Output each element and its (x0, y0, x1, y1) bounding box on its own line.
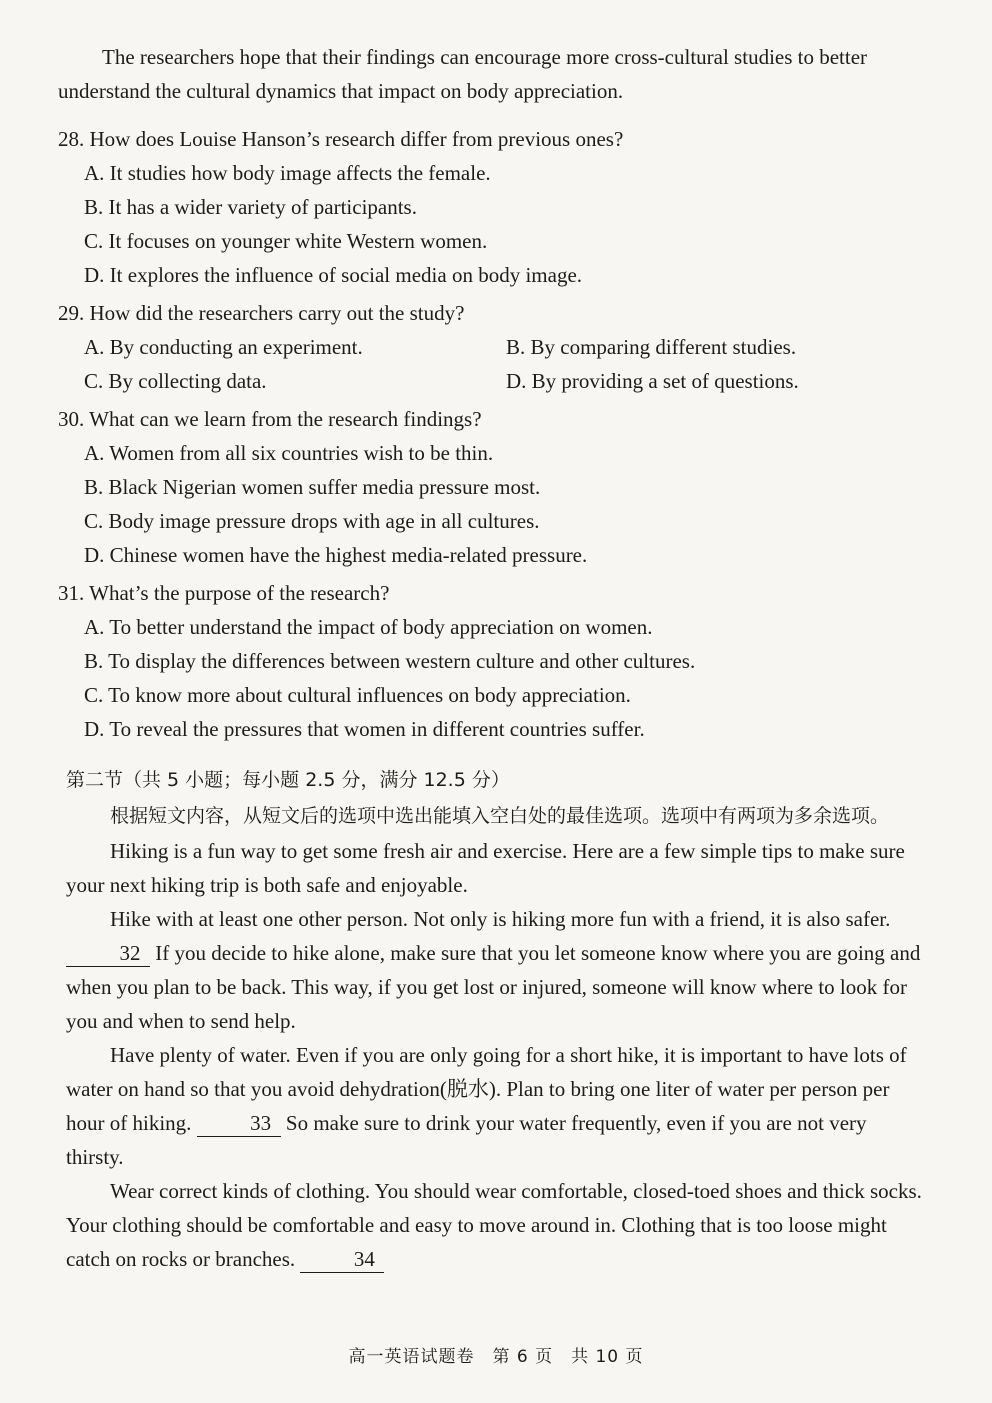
option-a: A. By conducting an experiment. (84, 335, 363, 359)
option-a: A. It studies how body image affects the female. (84, 161, 491, 185)
question-stem: 30. What can we learn from the research findings? (58, 407, 482, 431)
passage-paragraph-2 (58, 902, 928, 1038)
option-c: C. Body image pressure drops with age in all cultures. (84, 509, 540, 533)
option-b: B. By comparing different studies. (506, 335, 797, 359)
option-b: B. Black Nigerian women suffer media pressure most. (84, 475, 541, 499)
option-b: B. To display the differences between western culture and other cultures. (84, 649, 696, 673)
option-a: A. To better understand the impact of body appreciation on women. (84, 615, 653, 639)
exam-page (58, 40, 928, 1276)
option-c: C. To know more about cultural influences on body appreciation. (84, 683, 631, 707)
question-29 (58, 296, 928, 398)
passage-text: Hike with at least one other person. Not only is hiking more fun with a friend, it is also safer. (110, 907, 891, 931)
option-d: D. Chinese women have the highest media-related pressure. (84, 543, 588, 567)
passage-text: Have plenty of water. Even if you are only going for a short hike, it is important to have lots of water on hand so that you avoid dehydration(脱水). Plan to bring one liter of water per person per hour of hiking. (66, 1043, 907, 1135)
option-d: D. By providing a set of questions. (506, 369, 799, 393)
passage-text: Wear correct kinds of clothing. You should wear comfortable, closed-toed shoes and thick socks. Your clothing should be comfortable and easy to move around in. Clothing that is too loose might catch on rocks or branches. (66, 1179, 922, 1271)
question-31 (58, 576, 928, 746)
section-instruction: 根据短文内容，从短文后的选项中选出能填入空白处的最佳选项。选项中有两项为多余选项。 (110, 805, 890, 827)
question-stem: 28. How does Louise Hanson’s research differ from previous ones? (58, 127, 624, 151)
page-footer: 高一英语试题卷 第 6 页 共 10 页 (348, 1347, 644, 1367)
passage-paragraph-3 (58, 1038, 928, 1174)
blank-33: 33 (197, 1110, 281, 1137)
option-a: A. Women from all six countries wish to be thin. (84, 441, 494, 465)
question-28 (58, 122, 928, 292)
intro-paragraph: The researchers hope that their findings can encourage more cross-cultural studies to better understand the cultural dynamics that impact on body appreciation. (58, 45, 868, 103)
question-30 (58, 402, 928, 572)
option-b: B. It has a wider variety of participants. (84, 195, 417, 219)
passage-paragraph-1: Hiking is a fun way to get some fresh air and exercise. Here are a few simple tips to make sure your next hiking trip is both safe and enjoyable. (66, 839, 905, 897)
passage-text: If you decide to hike alone, make sure that you let someone know where you are going and when you plan to be back. This way, if you get lost or injured, someone will know where to look for you and when to send help. (66, 941, 921, 1033)
option-d: D. It explores the influence of social media on body image. (84, 263, 583, 287)
blank-34: 34 (300, 1246, 384, 1273)
passage-text: So make sure to drink your water frequently, even if you are not very thirsty. (66, 1111, 867, 1169)
section-heading: 第二节（共 5 小题；每小题 2.5 分，满分 12.5 分） (66, 769, 510, 791)
option-c: C. By collecting data. (84, 369, 267, 393)
option-d: D. To reveal the pressures that women in different countries suffer. (84, 717, 645, 741)
option-c: C. It focuses on younger white Western women. (84, 229, 488, 253)
blank-32: 32 (66, 940, 150, 967)
question-stem: 31. What’s the purpose of the research? (58, 581, 390, 605)
passage-paragraph-4 (58, 1174, 928, 1276)
question-stem: 29. How did the researchers carry out the study? (58, 301, 465, 325)
